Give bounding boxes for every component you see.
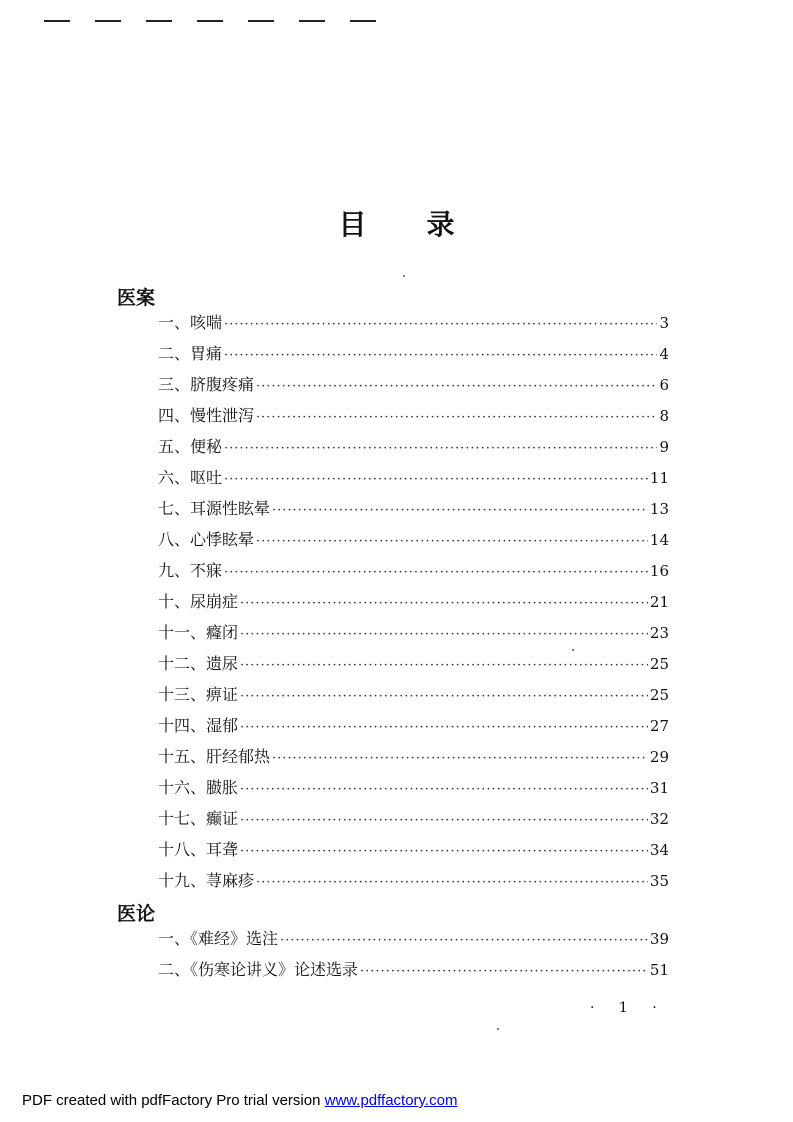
dot-leader — [240, 813, 648, 828]
toc-entry-page: 25 — [649, 655, 669, 673]
dot-leader — [240, 782, 648, 797]
dot-leader — [256, 379, 657, 394]
toc-entry[interactable] — [158, 465, 669, 496]
toc-entry[interactable] — [158, 926, 669, 957]
dot-leader — [360, 964, 648, 979]
page-title — [0, 203, 793, 243]
dot-leader — [240, 627, 648, 642]
dash — [197, 20, 223, 22]
dash — [299, 20, 325, 22]
dot-leader — [240, 689, 648, 704]
dot-leader — [224, 472, 648, 487]
dash — [95, 20, 121, 22]
toc-entry-label: 八、心悸眩晕 — [158, 530, 255, 549]
toc-entry-label: 二、胃痛 — [158, 344, 223, 363]
scan-speck — [497, 1028, 499, 1030]
toc-entry-page: 51 — [649, 961, 669, 979]
toc-entry-label: 一、咳喘 — [158, 313, 223, 332]
dash — [146, 20, 172, 22]
toc-entry-page: 3 — [659, 314, 669, 332]
dash — [248, 20, 274, 22]
header-dash-rule — [44, 14, 401, 26]
toc-entry[interactable] — [158, 310, 669, 341]
toc-entry-label: 十九、荨麻疹 — [158, 871, 255, 890]
footer-text: PDF created with pdfFactory Pro trial version — [22, 1092, 325, 1109]
toc-entry[interactable] — [158, 527, 669, 558]
toc-entry-label: 三、脐腹疼痛 — [158, 375, 255, 394]
toc-entry-page: 11 — [649, 469, 669, 487]
toc-entry[interactable] — [158, 403, 669, 434]
pdf-footer — [22, 1092, 457, 1109]
toc-entry-label: 四、慢性泄泻 — [158, 406, 255, 425]
toc-entry-page: 8 — [659, 407, 669, 425]
page-title-part2: 录 — [426, 208, 455, 241]
toc-entry-page: 34 — [649, 841, 669, 859]
toc-entry[interactable] — [158, 620, 669, 651]
toc-entry-label: 十一、癃闭 — [158, 623, 239, 642]
toc-entry-page: 14 — [649, 531, 669, 549]
toc-entry-page: 35 — [649, 872, 669, 890]
toc-entry-page: 31 — [649, 779, 669, 797]
toc-entry-label: 九、不寐 — [158, 561, 223, 580]
toc-entry-page: 9 — [659, 438, 669, 456]
toc-entry-label: 七、耳源性眩晕 — [158, 499, 271, 518]
toc-entry-label: 十六、臌胀 — [158, 778, 239, 797]
toc-entry-page: 4 — [659, 345, 669, 363]
toc-entry[interactable] — [158, 957, 669, 988]
scan-speck — [572, 649, 574, 651]
dot-leader — [224, 348, 657, 363]
dot-leader — [272, 503, 648, 518]
toc-entry[interactable] — [158, 744, 669, 775]
toc-entry-label: 十七、癫证 — [158, 809, 239, 828]
toc-entry-page: 39 — [649, 930, 669, 948]
toc-entry-label: 五、便秘 — [158, 437, 223, 456]
toc-entry-label: 十、尿崩症 — [158, 592, 239, 611]
toc-entry-page: 6 — [659, 376, 669, 394]
section-heading-yian: 医案 — [117, 287, 156, 309]
toc-entry[interactable] — [158, 434, 669, 465]
toc-entry[interactable] — [158, 558, 669, 589]
toc-entry-label: 一、《难经》选注 — [158, 929, 279, 948]
toc-entry[interactable] — [158, 713, 669, 744]
section-heading-yilun: 医论 — [117, 903, 156, 925]
page-title-part1: 目 — [338, 208, 367, 241]
dot-leader — [224, 441, 657, 456]
dot-leader — [256, 875, 648, 890]
dot-leader — [224, 317, 657, 332]
dot-leader — [256, 410, 657, 425]
toc-entry-label: 六、呕吐 — [158, 468, 223, 487]
toc-entry-label: 十二、遗尿 — [158, 654, 239, 673]
toc-entry[interactable] — [158, 775, 669, 806]
toc-entry-page: 21 — [649, 593, 669, 611]
toc-entry[interactable] — [158, 682, 669, 713]
toc-entry-label: 十五、肝经郁热 — [158, 747, 271, 766]
scan-speck — [403, 275, 405, 277]
toc-entry[interactable] — [158, 341, 669, 372]
toc-entry-page: 32 — [649, 810, 669, 828]
dash — [350, 20, 376, 22]
dot-leader — [280, 933, 648, 948]
dot-leader — [240, 596, 648, 611]
toc-entry-page: 29 — [649, 748, 669, 766]
toc-entry[interactable] — [158, 372, 669, 403]
toc-entry-page: 23 — [649, 624, 669, 642]
toc-entry[interactable] — [158, 868, 669, 899]
footer-link[interactable]: www.pdffactory.com — [324, 1092, 458, 1109]
toc-entry[interactable] — [158, 496, 669, 527]
toc-list-yian — [158, 310, 669, 899]
toc-entry-page: 16 — [649, 562, 669, 580]
toc-entry[interactable] — [158, 806, 669, 837]
toc-entry-label: 十四、湿郁 — [158, 716, 239, 735]
toc-entry-page: 25 — [649, 686, 669, 704]
toc-list-yilun — [158, 926, 669, 988]
dot-leader — [240, 658, 648, 673]
toc-entry-page: 13 — [649, 500, 669, 518]
dot-leader — [272, 751, 648, 766]
dot-leader — [224, 565, 648, 580]
dash — [44, 20, 70, 22]
toc-entry[interactable] — [158, 651, 669, 682]
toc-entry-label: 二、《伤寒论讲义》论述选录 — [158, 960, 359, 979]
dot-leader — [240, 844, 648, 859]
toc-entry[interactable] — [158, 837, 669, 868]
toc-entry[interactable] — [158, 589, 669, 620]
dot-leader — [240, 720, 648, 735]
toc-entry-page: 27 — [649, 717, 669, 735]
toc-entry-label: 十三、痹证 — [158, 685, 239, 704]
toc-entry-label: 十八、耳聋 — [158, 840, 239, 859]
dot-leader — [256, 534, 648, 549]
page-number: · 1 · — [590, 1000, 667, 1016]
